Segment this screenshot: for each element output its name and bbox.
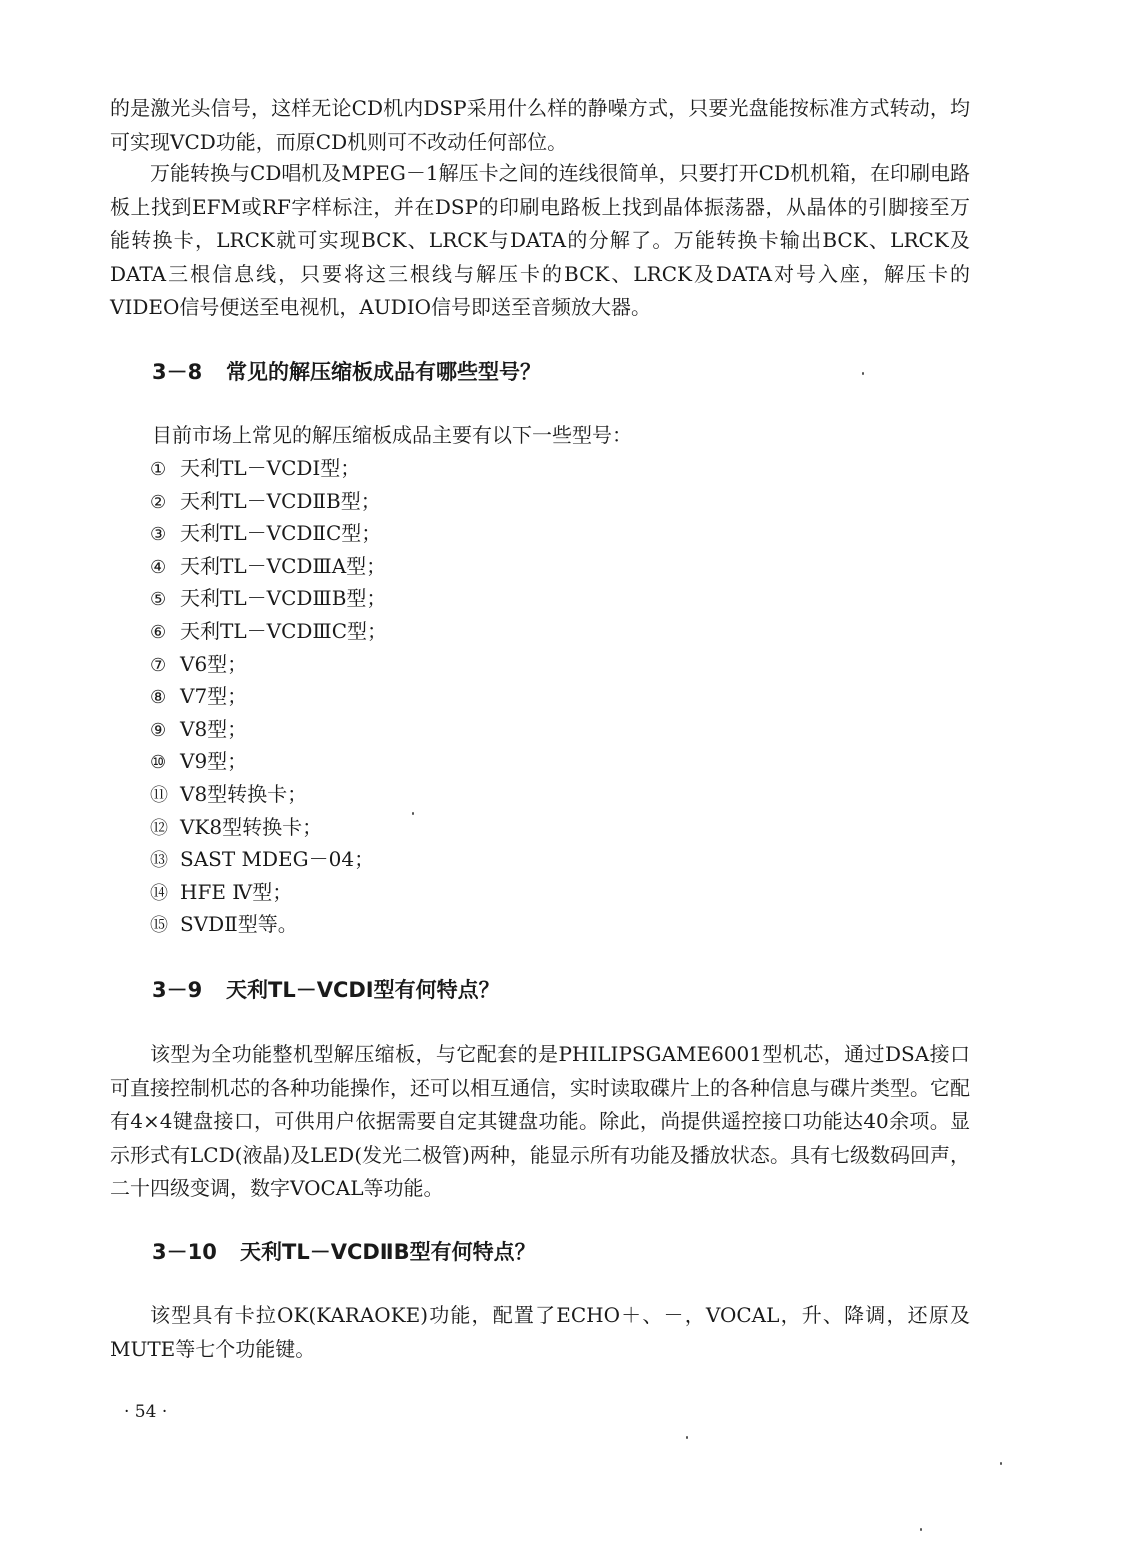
list-item: ⑭ HFE Ⅳ型； <box>150 879 293 904</box>
list-item: ⑪ V8型转换卡； <box>150 781 308 806</box>
list-item: ⑤ 天利TL－VCDⅢB型； <box>150 586 387 611</box>
list-item: ④ 天利TL－VCDⅢA型； <box>150 553 387 578</box>
list-item: ⑫ VK8型转换卡； <box>150 814 323 839</box>
section-heading-3-8 <box>152 356 541 386</box>
section-heading-3-10 <box>152 1236 536 1266</box>
section-heading-3-9 <box>152 974 500 1004</box>
model-list <box>150 452 387 941</box>
section-number: 3－9 <box>152 978 203 1002</box>
page-number: · 54 · <box>124 1402 168 1422</box>
paragraph-3-9: 该型为全功能整机型解压缩板，与它配套的是PHILIPSGAME6001型机芯，通过DSA接口可直接控制机芯的各种功能操作，还可以相互通信，实时读取碟片上的各种信息与碟片类型。它配有4×4键盘接口，可供用户依据需要自定其键盘功能。除此，尚提供遥控接口功能达40余项。显示形式有LCD(液晶)及LED(发光二极管)两种，能显示所有功能及播放状态。具有七级数码回声，二十四级变调，数字VOCAL等功能。 <box>110 1042 970 1200</box>
list-item: ② 天利TL－VCDⅡB型； <box>150 488 381 513</box>
scan-speck <box>686 1436 688 1439</box>
list-item: ⑨ V8型； <box>150 716 248 741</box>
list-item: ⑥ 天利TL－VCDⅢC型； <box>150 618 387 643</box>
list-item: ③ 天利TL－VCDⅡC型； <box>150 521 382 546</box>
list-item: ⑬ SAST MDEG－04； <box>150 847 375 872</box>
list-item: ⑮ SVDⅡ型等。 <box>150 912 298 937</box>
paragraph-3-10: 该型具有卡拉OK(KARAOKE)功能，配置了ECHO＋、－，VOCAL，升、降调，还原及MUTE等七个功能键。 <box>110 1303 970 1361</box>
scan-speck <box>1000 1462 1002 1465</box>
list-item: ⑦ V6型； <box>150 651 248 676</box>
section-title: 天利TL－VCDⅡB型有何特点？ <box>240 1240 536 1264</box>
paragraph-continuation: 的是激光头信号，这样无论CD机内DSP采用什么样的静噪方式，只要光盘能按标准方式转动，均可实现VCD功能，而原CD机则可不改动任何部位。 <box>110 96 970 154</box>
scan-speck <box>920 1528 922 1531</box>
list-item: ⑧ V7型； <box>150 684 248 709</box>
paragraph-wiring: 万能转换与CD唱机及MPEG－1解压卡之间的连线很简单，只要打开CD机机箱，在印刷电路板上找到EFM或RF字样标注，并在DSP的印刷电路板上找到晶体振荡器，从晶体的引脚接至万能转换卡，LRCK就可实现BCK、LRCK与DATA的分解了。万能转换卡输出BCK、LRCK及DATA三根信息线，只要将这三根线与解压卡的BCK、LRCK及DATA对号入座，解压卡的VIDEO信号便送至电视机，AUDIO信号即送至音频放大器。 <box>110 161 970 319</box>
list-item: ① 天利TL－VCDⅠ型； <box>150 456 361 480</box>
list-intro: 目前市场上常见的解压缩板成品主要有以下一些型号： <box>152 423 632 447</box>
section-number: 3－8 <box>152 360 203 384</box>
section-title: 常见的解压缩板成品有哪些型号？ <box>226 360 541 384</box>
list-item: ⑩ V9型； <box>150 749 248 774</box>
scan-speck <box>412 812 414 815</box>
section-title: 天利TL－VCDⅠ型有何特点？ <box>226 978 500 1002</box>
scan-speck <box>862 372 864 375</box>
section-number: 3－10 <box>152 1240 217 1264</box>
